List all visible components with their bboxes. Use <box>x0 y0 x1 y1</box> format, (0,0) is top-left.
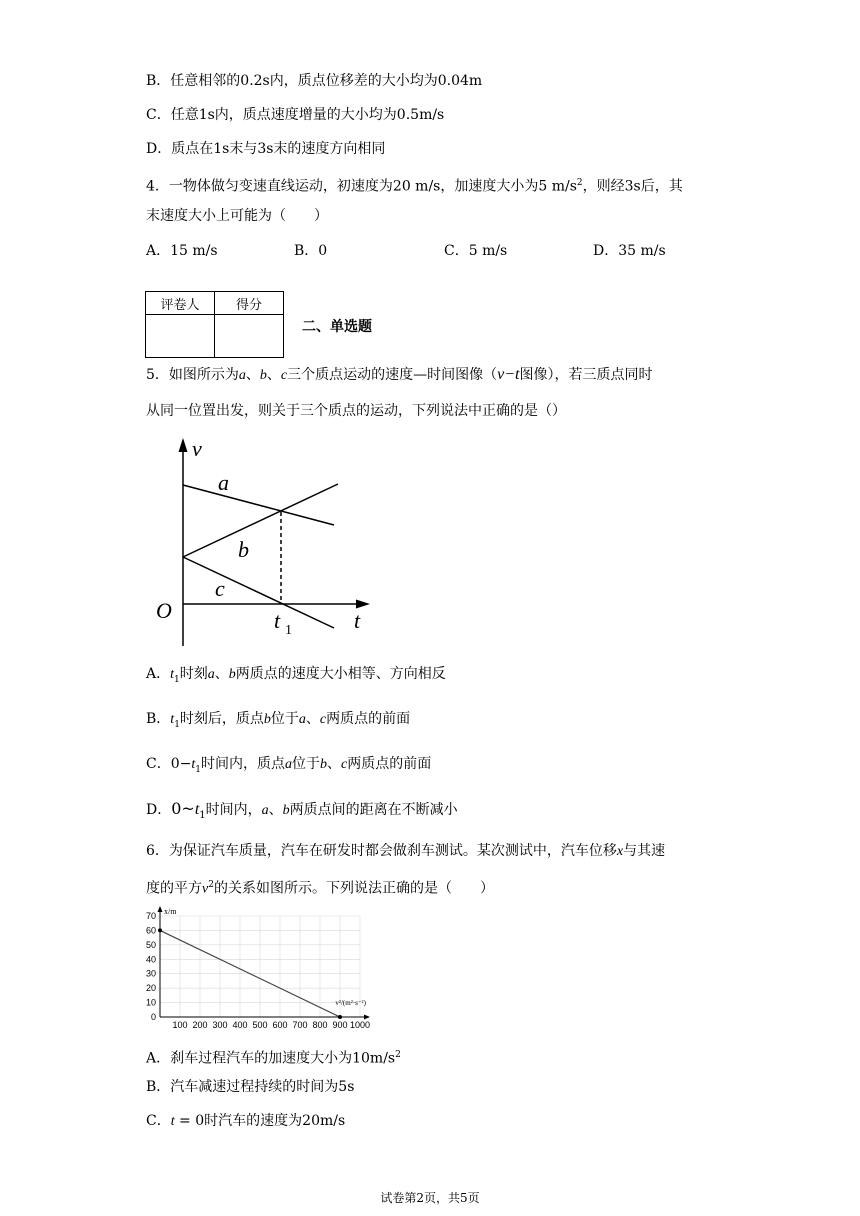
page-footer: 试卷第2页，共5页 <box>380 1191 480 1205</box>
x-tick-label: 700 <box>292 1020 308 1030</box>
section-title: 二、单选题 <box>302 319 372 335</box>
q6-option-a: A．刹车过程汽车的加速度大小为$10m/s^2$ <box>146 1050 401 1067</box>
q3-option-d: D．质点在1s末与3s末的速度方向相同 <box>146 141 386 157</box>
q3-option-b: B．任意相邻的0.2s内，质点位移差的大小均为0.04m <box>146 73 483 89</box>
line-a <box>183 485 334 525</box>
y-tick-label: 30 <box>145 968 156 979</box>
x-tick-label: 400 <box>232 1020 248 1030</box>
label-a: a <box>218 470 229 495</box>
x-tick-label: 200 <box>192 1020 208 1030</box>
data-point <box>158 928 162 932</box>
q5-stem-line1: 5．如图所示为a、b、c三个质点运动的速度—时间图像（v−t图像），若三质点同时 <box>146 366 653 383</box>
x-axis-arrow <box>364 1015 370 1020</box>
line-c <box>183 557 334 628</box>
label-origin: O <box>156 598 172 623</box>
x-tick-label: 900 <box>332 1020 348 1030</box>
label-t1: t <box>274 608 281 633</box>
q6-stem-line2: 度的平方$v^2$的关系如图所示。下列说法正确的是（ ） <box>146 880 494 897</box>
v-axis-arrow <box>179 438 188 452</box>
y-tick-label: 50 <box>145 939 156 950</box>
y-axis-arrow <box>158 906 163 912</box>
q3-option-c: C．任意1s内，质点速度增量的大小均为0.5m/s <box>146 107 445 123</box>
label-v: v <box>192 436 202 461</box>
y-tick-label: 60 <box>145 925 156 936</box>
y-tick-label: 10 <box>145 997 156 1008</box>
y-axis-label: x/m <box>164 907 177 916</box>
q5-stem-line2: 从同一位置出发，则关于三个质点的运动，下列说法中正确的是（） <box>146 403 566 419</box>
score-table-score: 得分 <box>215 292 284 315</box>
vt-graph <box>150 432 380 652</box>
x-tick-label: 500 <box>252 1020 268 1030</box>
q6-option-c: C．t = 0时汽车的速度为20m/s <box>146 1113 346 1129</box>
q4-stem-line1: 4．一物体做匀变速直线运动，初速度为20 m/s，加速度大小为5 $m/s^2$，则经3s后，其 <box>146 178 683 195</box>
q4-option-b: B．0 <box>294 243 328 259</box>
score-table <box>145 291 284 358</box>
q6-option-b: B．汽车减速过程持续的时间为5s <box>146 1079 355 1095</box>
x-axis-label: v²/(m²·s⁻²) <box>335 999 366 1007</box>
grader-cell <box>146 315 215 358</box>
label-b: b <box>238 537 249 562</box>
y-tick-label: 40 <box>145 954 156 965</box>
q5-option-b: B．$t_1$时刻后，质点b位于a、c两质点的前面 <box>146 711 411 730</box>
x-tick-label: 1000 <box>349 1020 371 1030</box>
x-tick-label: 300 <box>212 1020 228 1030</box>
x-v2-chart <box>140 900 380 1035</box>
q4-option-a: A．15 m/s <box>146 243 218 259</box>
label-t: t <box>354 608 361 633</box>
data-point <box>338 1015 342 1019</box>
y-tick-label: 0 <box>150 1012 156 1022</box>
y-tick-label: 70 <box>145 911 156 921</box>
q4-stem-line2: 末速度大小上可能为（ ） <box>146 208 328 224</box>
label-t1-sub: 1 <box>285 623 292 638</box>
q4-option-c: C．5 m/s <box>444 243 508 259</box>
q5-option-a: A．$t_1$时刻a、b两质点的速度大小相等、方向相反 <box>146 666 446 685</box>
q5-option-d: D．$0\sim t_1$时间内，a、b两质点间的距离在不断减小 <box>146 799 458 821</box>
label-c: c <box>215 576 225 601</box>
score-cell <box>215 315 284 358</box>
q5-option-c: C．$0-t_1$时间内，质点a位于b、c两质点的前面 <box>146 756 432 775</box>
q4-option-d: D．35 m/s <box>593 243 666 259</box>
y-tick-label: 20 <box>145 983 156 994</box>
q6-stem-line1: 6．为保证汽车质量，汽车在研发时都会做刹车测试。某次测试中，汽车位移x与其速 <box>146 843 666 859</box>
score-table-grader: 评卷人 <box>146 292 215 315</box>
x-tick-label: 600 <box>272 1020 288 1030</box>
x-tick-label: 800 <box>312 1020 328 1030</box>
x-tick-label: 100 <box>172 1020 188 1030</box>
